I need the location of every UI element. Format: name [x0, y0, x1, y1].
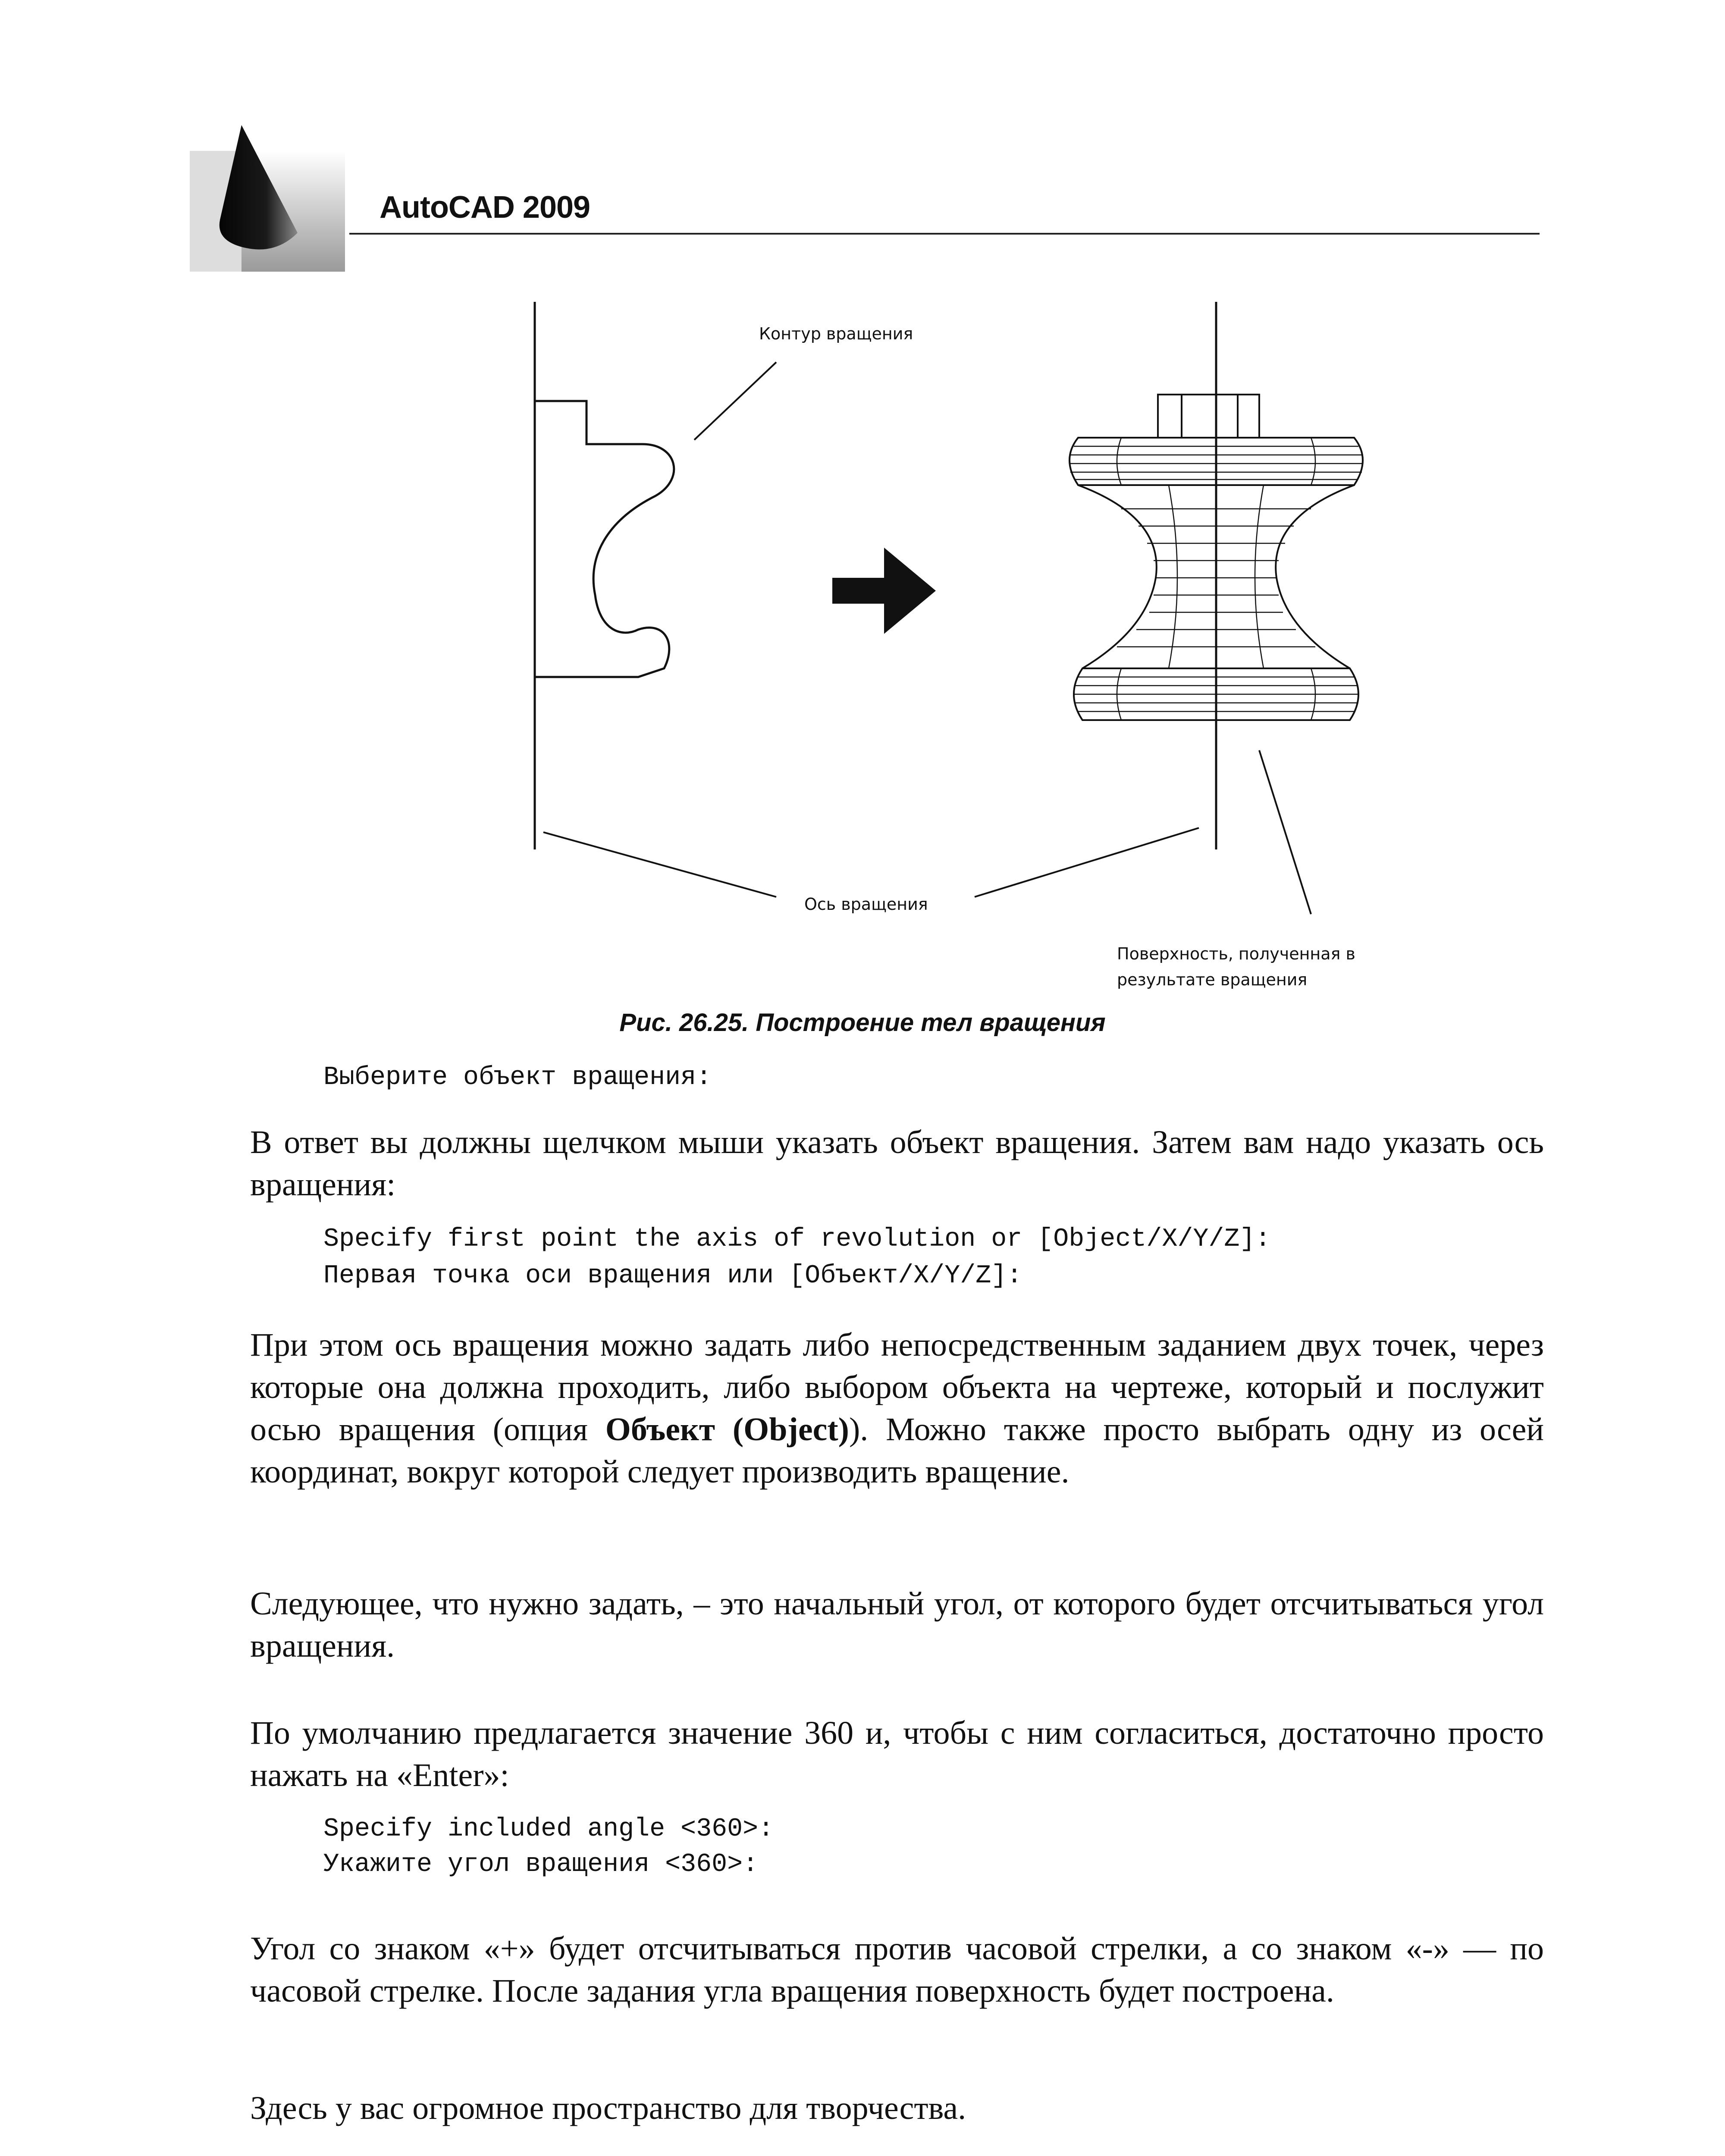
label-surface-line1: Поверхность, полученная в	[1117, 944, 1355, 963]
paragraph-5: Угол со знаком «+» будет отсчитываться против часовой стрелки, а со знаком «-» — по часовой стрелке. После задания угла вращения поверхность будет построена.	[250, 1930, 1544, 2009]
label-rotation-axis: Ось вращения	[804, 895, 928, 914]
code-first-point-ru: Первая точка оси вращения или [Объект/X/Y/Z]:	[323, 1261, 1022, 1291]
rotation-contour	[535, 401, 674, 677]
code-angle-ru: Укажите угол вращения <360>:	[323, 1850, 759, 1879]
figure-caption: Рис. 26.25. Построение тел вращения	[619, 1009, 1106, 1037]
code-angle-en: Specify included angle <360>:	[323, 1814, 774, 1844]
paragraph-3: Следующее, что нужно задать, – это начальный угол, от которого будет отсчитываться угол вращения.	[250, 1586, 1544, 1664]
label-surface-line2: результате вращения	[1117, 970, 1308, 989]
header-title: AutoCAD 2009	[380, 190, 590, 225]
revolution-figure	[509, 293, 1466, 1009]
code-first-point-en: Specify first point the axis of revolution or [Object/X/Y/Z]:	[323, 1225, 1271, 1254]
paragraph-2-text-start: При этом ось вращения можно задать либо непосредственным заданием двух точек, через которые она должна проходить, либо выбором объекта на чертеже, который и послужит осью вращения (опция	[250, 1327, 1544, 1448]
paragraph-4: По умолчанию предлагается значение 360 и, чтобы с ним согласиться, достаточно просто нажать на «Enter»:	[250, 1715, 1544, 1793]
code-select-object: Выберите объект вращения:	[323, 1063, 712, 1092]
header-rule	[349, 233, 1540, 235]
cone-logo-icon	[190, 125, 345, 272]
paragraph-2	[250, 1324, 1544, 1493]
label-rotation-contour: Контур вращения	[759, 324, 913, 343]
paragraph-1: В ответ вы должны щелчком мыши указать объект вращения. Затем вам надо указать ось вращения:	[250, 1124, 1544, 1203]
paragraph-6: Здесь у вас огромное пространство для творчества.	[250, 2090, 966, 2126]
paragraph-2-option: Объект (Object)	[605, 1411, 849, 1448]
paragraph-2-text-end: ). Можно также просто выбрать одну из осей координат, вокруг которой следует производить вращение.	[250, 1411, 1544, 1490]
right-arrow-icon	[832, 548, 936, 634]
